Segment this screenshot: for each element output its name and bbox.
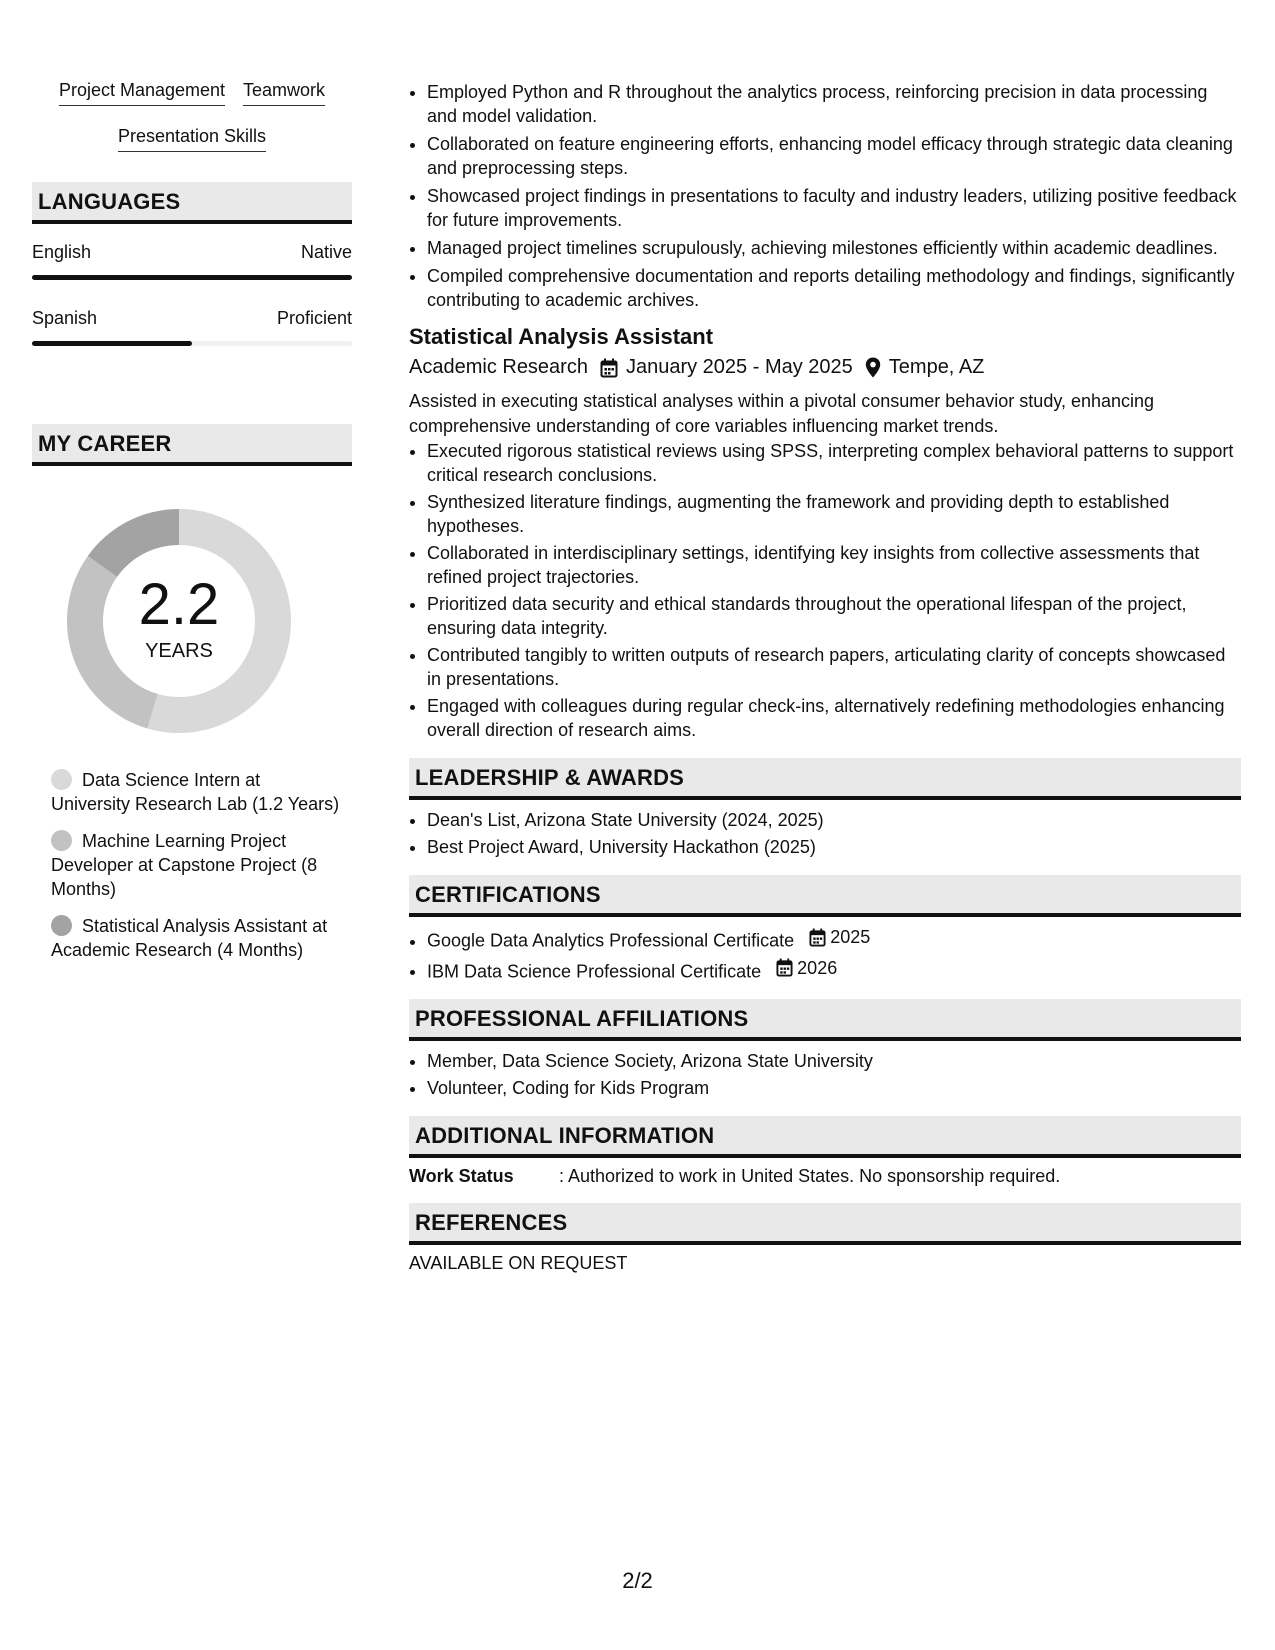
calendar-icon: [600, 358, 618, 378]
work-status: [409, 1166, 1241, 1187]
list-item: • Showcased project findings in presentations to faculty and industry leaders, utilizing positive feedback for future improvements.: [427, 184, 1241, 232]
list-item: • Collaborated on feature engineering efforts, enhancing model efficacy through strategic data cleaning and preprocessing steps.: [427, 132, 1241, 180]
career-heading: MY CAREER: [32, 424, 352, 466]
job-location: Tempe, AZ: [888, 356, 985, 378]
career-total-unit: YEARS: [145, 640, 213, 662]
career-legend-item: Data Science Intern at University Research Lab (1.2 Years): [51, 770, 340, 814]
career-legend: [51, 768, 341, 962]
list-item: • Volunteer, Coding for Kids Program: [427, 1076, 1241, 1100]
left-column: [32, 80, 352, 975]
language-proficiency-fill: [32, 341, 192, 346]
list-item: • Contributed tangibly to written outputs of research papers, articulating clarity of concepts showcased in presentations.: [427, 643, 1241, 691]
job-summary: Assisted in executing statistical analyses within a pivotal consumer behavior study, enhancing comprehensive understanding of core variables influencing market trends.: [409, 391, 1155, 436]
affiliations-list: [409, 1049, 1241, 1100]
language-item: [32, 308, 352, 346]
language-name: Spanish: [32, 308, 98, 328]
certifications-list: [409, 925, 1241, 983]
skills-tags: [32, 80, 352, 152]
list-item: • Best Project Award, University Hackathon (2025): [427, 835, 1241, 859]
list-item: • Managed project timelines scrupulously, achieving milestones efficiently within academic deadlines.: [427, 236, 1241, 260]
career-legend-item: Machine Learning Project Developer at Capstone Project (8 Months): [51, 831, 318, 899]
list-item: • Executed rigorous statistical reviews using SPSS, interpreting complex behavioral patterns to support critical research conclusions.: [427, 439, 1241, 487]
legend-dot-icon: [51, 830, 72, 851]
job-title: Statistical Analysis Assistant: [409, 324, 714, 349]
language-proficiency-bar: [32, 275, 352, 280]
career-donut-chart: [64, 506, 294, 736]
language-name: English: [32, 242, 92, 262]
career-total-years: 2.2: [138, 572, 220, 637]
leadership-heading: LEADERSHIP & AWARDS: [409, 758, 1241, 800]
list-item: • Collaborated in interdisciplinary settings, identifying key insights from collective assessments that refined project trajectories.: [427, 541, 1241, 589]
languages-heading: LANGUAGES: [32, 182, 352, 224]
legend-dot-icon: [51, 915, 72, 936]
right-column: [409, 80, 1241, 1274]
language-level: Proficient: [276, 308, 352, 328]
additional-info-heading: ADDITIONAL INFORMATION: [409, 1116, 1241, 1158]
career-legend-item: Statistical Analysis Assistant at Academic Research (4 Months): [51, 916, 328, 960]
list-item: • Dean's List, Arizona State University (2024, 2025): [427, 808, 1241, 832]
page-number: 2/2: [622, 1568, 653, 1593]
calendar-icon: [776, 958, 793, 977]
skill-tag: Teamwork: [243, 80, 325, 106]
list-item: • Member, Data Science Society, Arizona State University: [427, 1049, 1241, 1073]
references-heading: REFERENCES: [409, 1203, 1241, 1245]
work-status-label: Work Status: [409, 1166, 514, 1186]
job-dates: January 2025 - May 2025: [625, 356, 853, 378]
language-level: Native: [300, 242, 352, 262]
job-meta: [409, 356, 1241, 379]
list-item: • Compiled comprehensive documentation and reports detailing methodology and findings, significantly contributing to academic archives.: [427, 264, 1241, 312]
cert-year: 2026: [797, 957, 838, 978]
list-item: • Engaged with colleagues during regular check-ins, alternatively redefining methodologies enhancing overall direction of research aims.: [427, 694, 1241, 742]
previous-job-bullets: [409, 80, 1241, 312]
list-item: • IBM Data Science Professional Certificate 2026: [427, 956, 1241, 984]
skill-tag: Presentation Skills: [118, 126, 266, 152]
list-item: • Synthesized literature findings, augmenting the framework and providing depth to established hypotheses.: [427, 490, 1241, 538]
language-item: [32, 242, 352, 280]
certifications-heading: CERTIFICATIONS: [409, 875, 1241, 917]
list-item: • Employed Python and R throughout the analytics process, reinforcing precision in data processing and model validation.: [427, 80, 1241, 128]
references-text: AVAILABLE ON REQUEST: [409, 1253, 628, 1273]
skill-tag: Project Management: [59, 80, 225, 106]
calendar-icon: [809, 928, 826, 947]
cert-year: 2025: [830, 927, 871, 947]
legend-dot-icon: [51, 769, 72, 790]
list-item: • Google Data Analytics Professional Certificate 2025: [427, 925, 1241, 953]
location-pin-icon: [865, 357, 881, 378]
job-organization: Academic Research: [409, 356, 588, 378]
job-bullets: [409, 439, 1241, 742]
language-proficiency-bar: [32, 341, 352, 346]
leadership-list: [409, 808, 1241, 859]
affiliations-heading: PROFESSIONAL AFFILIATIONS: [409, 999, 1241, 1041]
work-status-value: : Authorized to work in United States. No sponsorship required.: [559, 1166, 1061, 1186]
list-item: • Prioritized data security and ethical standards throughout the operational lifespan of the project, ensuring data integrity.: [427, 592, 1241, 640]
language-proficiency-fill: [32, 275, 352, 280]
